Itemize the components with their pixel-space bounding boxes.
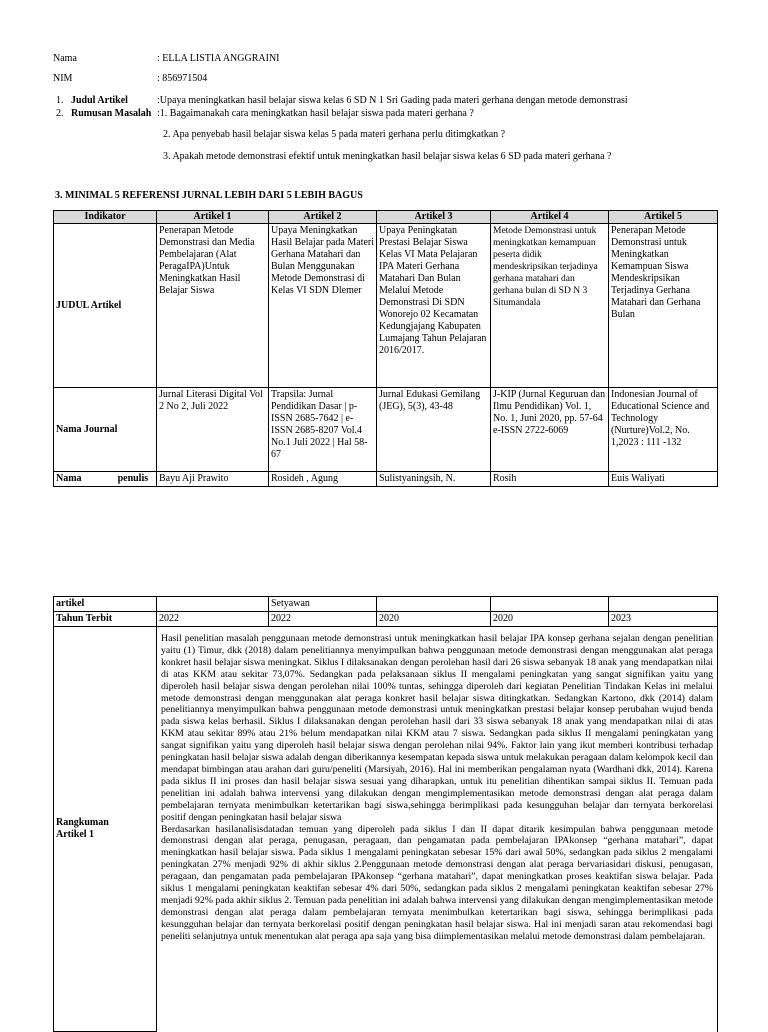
table-row-journal xyxy=(54,388,718,472)
table-cell: Jurnal Edukasi Gemilang (JEG), 5(3), 43-48 xyxy=(377,388,491,472)
section3-heading: 3. MINIMAL 5 REFERENSI JURNAL LEBIH DARI 5 LEBIH BAGUS xyxy=(55,190,363,201)
rangkuman-paragraph-2: Berdasarkan hasilanalisisdatadan temuan yang diperoleh pada siklus I dan II dapat ditarik kesimpulan bahwa penggunaan metode demonstrasi dengan alat peraga, penugasan, peragaan, dan pengamatan pada pembelajaran IPAkonsep “gerhana matahari”, dapat meningkatkan hasil belajar siswa. Pada siklus 1 mengalami peningkatan sebesar 15% dari awal 50%, sedangkan pada siklus 2 mengalami peningkatan 27% menjadi 92% di akhir siklus 2.Penggunaan metode demonstrasi dengan alat peraga bervariasidari diskusi, penugasan, peragaan, dan pengamatan pada pembelajaran IPAkonsep “gerhana matahari”, dapat meningkatkan proses keaktifan siswa belajar. Pada siklus 1 mengalami peningkatan keaktifan sebesar 4% dari 50%, sedangkan pada siklus 2 mengalami peningkatan keaktifan sebesar 27% menjadi 92% pada akhir siklus 2. Temuan pada penelitian ini adalah bahwa intervensi yang dilakukan dengan mengimplementasikan metode demonstrasi dengan alat peraga dalam pembelajaran ternyata menimbulkan ketertarikan bagi siswa, sehingga berimplikasi pada kesungguhan belajar dan ternyata berkorelasi positif dengan peningkatan hasil belajar siswa. Hal ini menjadi saran atau rekomendasi bagi peneliti selanjutnya untuk menentukan alat peraga apa saja yang bisa diimplementasikan melalui metode demonstrasi dalam pembelajaran. xyxy=(161,823,713,942)
table-row-penulis-continued xyxy=(54,597,718,612)
table-cell xyxy=(377,597,491,612)
row-label-artikel: artikel xyxy=(54,597,157,612)
judul-artikel-value: :Upaya meningkatkan hasil belajar siswa kelas 6 SD N 1 Sri Gading pada materi gerhana dengan metode demonstrasi xyxy=(157,95,628,106)
table-row-tahun xyxy=(54,612,718,627)
table-row-judul xyxy=(54,224,718,388)
table-cell: Sulistyaningsih, N. xyxy=(377,472,491,487)
item1-number: 1. xyxy=(56,95,64,106)
col-header: Artikel 1 xyxy=(157,211,269,224)
table-cell: Rosideh , Agung xyxy=(269,472,377,487)
table-cell: 2020 xyxy=(491,612,609,627)
table-cell: 2023 xyxy=(609,612,718,627)
rangkuman-label-b: Artikel 1 xyxy=(56,829,95,840)
table-cell xyxy=(157,597,269,612)
rumusan-masalah-q3: 3. Apakah metode demonstrasi efektif untuk meningkatkan hasil belajar siswa kelas 6 SD pada materi gerhana ? xyxy=(163,151,612,162)
row-label-journal: Nama Journal xyxy=(54,388,157,472)
rangkuman-label-a: Rangkuman xyxy=(56,817,109,828)
table-cell: Trapsila: Jurnal Pendidikan Dasar | p-ISSN 2685-7642 | e-ISSN 2685-8207 Vol.4 No.1 Juli 2022 | Hal 58-67 xyxy=(269,388,377,472)
table-cell: Rosih xyxy=(491,472,609,487)
col-header: Artikel 4 xyxy=(491,211,609,224)
rumusan-masalah-label: Rumusan Masalah xyxy=(71,108,152,119)
rumusan-masalah-q1: :1. Bagaimanakah cara meningkatkan hasil belajar siswa pada materi gerhana ? xyxy=(157,108,474,119)
col-header: Indikator xyxy=(54,211,157,224)
table-cell: 2022 xyxy=(157,612,269,627)
penulis-label-b: penulis xyxy=(117,473,149,484)
table-cell: J-KIP (Jurnal Keguruan dan Ilmu Pendidikan) Vol. 1, No. 1, Juni 2020, pp. 57-64 e-ISSN 2722-6069 xyxy=(491,388,609,472)
table-cell xyxy=(609,597,718,612)
item2-number: 2. xyxy=(56,108,64,119)
table-header-row xyxy=(54,211,718,224)
nama-label: Nama xyxy=(53,53,77,64)
row-label-judul: JUDUL Artikel xyxy=(54,224,157,388)
row-label-penulis xyxy=(54,472,157,487)
row-label-rangkuman xyxy=(54,627,157,1032)
rangkuman-cell xyxy=(157,627,718,1032)
col-header: Artikel 3 xyxy=(377,211,491,224)
table-cell: Penerapan Metode Demonstrasi untuk Meningkatkan Kemampuan Siswa Mendeskripsikan Terjadinya Gerhana Matahari dan Gerhana Bulan xyxy=(609,224,718,388)
table-cell: Jurnal Literasi Digital Vol 2 No 2, Juli 2022 xyxy=(157,388,269,472)
table-cell: Setyawan xyxy=(269,597,377,612)
table-cell: Indonesian Journal of Educational Science and Technology (Nurture)Vol.2, No. 1,2023 : 111 -132 xyxy=(609,388,718,472)
nim-label: NIM xyxy=(53,73,73,84)
table-cell: 2022 xyxy=(269,612,377,627)
nim-value: : 856971504 xyxy=(157,73,208,84)
row-label-tahun: Tahun Terbit xyxy=(54,612,157,627)
table-row-rangkuman xyxy=(54,627,718,1032)
col-header: Artikel 2 xyxy=(269,211,377,224)
table-cell: 2020 xyxy=(377,612,491,627)
table-cell: Bayu Aji Prawito xyxy=(157,472,269,487)
reference-table xyxy=(53,210,718,487)
table-row-penulis xyxy=(54,472,718,487)
col-header: Artikel 5 xyxy=(609,211,718,224)
penulis-label-a: Nama xyxy=(56,473,82,484)
rumusan-masalah-q2: 2. Apa penyebab hasil belajar siswa kelas 5 pada materi gerhana perlu ditimgkatkan ? xyxy=(163,129,506,140)
table-cell: Upaya Peningkatan Prestasi Belajar Siswa Kelas VI Mata Pelajaran IPA Materi Gerhana Matahari Dan Bulan Melalui Metode Demonstrasi Di SDN Wonorejo 02 Kecamatan Kedungjajang Kabupaten Lumajang Tahun Pelajaran 2016/2017. xyxy=(377,224,491,388)
judul-artikel-label: Judul Artikel xyxy=(71,95,128,106)
table-cell: Euis Waliyati xyxy=(609,472,718,487)
rangkuman-paragraph-1: Hasil penelitian masalah penggunaan metode demonstrasi untuk meningkatkan hasil belajar IPA konsep gerhana sejalan dengan penelitian yaitu (1) Timur, dkk (2018) dalam penelitiannya menyimpulkan bahwa penggunaan metode demonstrasi dengan menggunakan alat peraga konkret hasil belajar siswa meningkat. Siklus I dilaksanakan dengan perolehan hasil dari 26 siswa sebanyak 18 anak yang mendapatkan nilai di atas KKM atau sekitar 73,07%. Sedangkan pada pelaksanaan siklus II mengalami peningkatan yang sangat signifikan yaitu yang diperoleh hasil belajar siswa dengan perolehan nilai 100% tuntas, sehingga diperoleh dari kegiatan Penelitian Tindakan Kelas ini melalui metode demonstrasi dengan menggunakan alat peraga konkret hasil belajar siswa ditingkatkan. Sedangkan Kartono, dkk (2014) dalam penelitiannya menyimpulkan bahwa penggunaan metode demonstrasi untuk meningkatkan prestasi belajar konsep perubahan wujud benda pada siswa kelas berhasil. Siklus I dilaksanakan dengan perolehan hasil dari 33 siswa sebanyak 18 anak yang mendapatkan nilai di atas KKM atau sekitar 89% atau 21% belum mendapatkan nilai KKM atau 7 siswa. Sedangkan pada siklus II mengalami peningkatan yang sangat signifikan yaitu yang diperoleh hasil belajar siswa dengan perolehan nilai 94%. Faktor lain yang ikut memberi kontribusi terhadap peningkatan hasil belajar siswa adalah dengan diberikannya kesempatan kepada siswa untuk melakukan peragaan dalam kelompok kecil dan mendapat bimbingan atau arahan dari guru/peneliti (Marsiyah, 2016). Hal ini memberikan pengalaman nyata (Wardhani dkk, 2014). Karena pada siklus II ini proses dan hasil belajar siswa sesuai yang diharapkan, untuk itu penelitian dihentikan sampai siklus II. Temuan pada penelitian ini adalah bahwa intervensi yang dilakukan dengan mengimplementasikan metode demonstrasi dengan alat peraga dalam pembelajaran ternyata menimbulkan ketertarikan bagi siswa,sehingga berimplikasi pada kesungguhan belajar dan ternyata berkorelasi positif dengan peningkatan hasil belajar siswa xyxy=(161,633,713,823)
table-cell: Penerapan Metode Demonstrasi dan Media Pembelajaran (Alat PeragaIPA)Untuk Meningkatkan Hasil Belajar Siswa xyxy=(157,224,269,388)
reference-table-continued xyxy=(53,596,718,1032)
nama-value: : ELLA LISTIA ANGGRAINI xyxy=(157,53,280,64)
table-cell xyxy=(491,597,609,612)
table-cell: Upaya Meningkatkan Hasil Belajar pada Materi Gerhana Matahari dan Bulan Menggunakan Metode Demonstrasi di Kelas VI SDN Dlemer xyxy=(269,224,377,388)
table-cell: Metode Demonstrasi untuk meningkatkan kemampuan peserta didik mendeskripsikan terjadinya gerhana matahari dan gerhana bulan di SD N 3 Situmandala xyxy=(491,224,609,388)
